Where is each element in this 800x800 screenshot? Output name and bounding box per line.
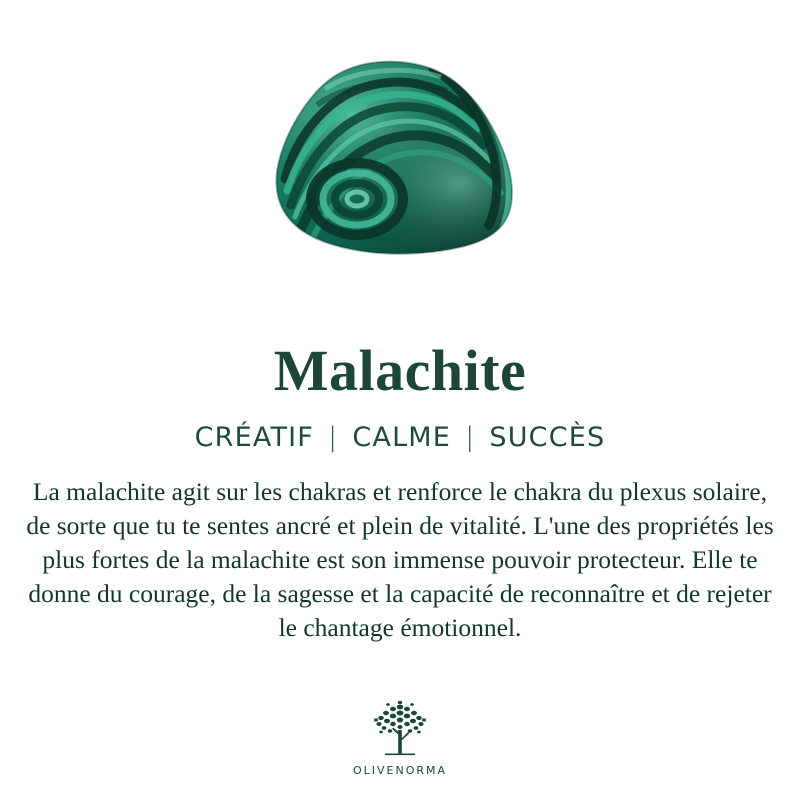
keyword-item-1: CRÉATIF [194,422,315,453]
malachite-stone-image [265,59,535,259]
brand-name: OLIVENORMA [352,764,448,778]
keyword-item-3: SUCCÈS [489,422,606,453]
brand-logo [353,696,447,777]
malachite-stone-icon [265,59,535,259]
keyword-list [193,422,608,453]
keyword-separator-2: | [465,422,476,453]
stone-image-area [0,0,800,318]
page-title: Malachite [273,338,527,403]
tree-icon [357,696,443,762]
keyword-separator-1: | [328,422,339,453]
description-text: La malachite agit sur les chakras et renforce le chakra du plexus solaire, de sorte que tu te sentes ancré et plein de vitalité. L'une des propriétés les plus fortes de la malachite est son immense pouvoir protecteur. Elle te donne du courage, de la sagesse et la capacité de reconnaître et de rejeter le chantage émotionnel. [26,477,774,642]
keyword-item-2: CALME [352,422,452,453]
